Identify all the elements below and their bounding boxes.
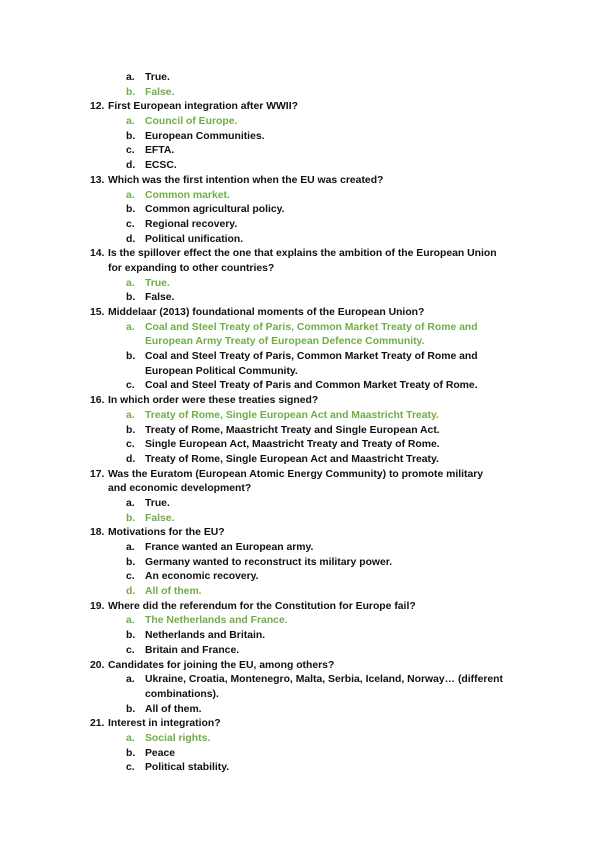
option-line (0, 453, 600, 468)
correct-option-text: False. (145, 512, 175, 524)
option-text: All of them. (145, 703, 202, 715)
option-text: An economic recovery. (145, 571, 259, 583)
option-text: EFTA. (145, 145, 175, 157)
question-line (0, 174, 600, 189)
question-text: Was the Euratom (European Atomic Energy Community) to promote military (108, 468, 484, 480)
option-text: Britain and France. (145, 644, 240, 656)
option-letter: b. (126, 630, 136, 642)
option-line (0, 703, 600, 718)
option-line (0, 71, 600, 86)
option-line (0, 409, 600, 424)
option-text: Common agricultural policy. (145, 204, 285, 216)
question-line (0, 306, 600, 321)
option-letter: b. (126, 747, 136, 759)
option-line (0, 86, 600, 101)
option-line (0, 130, 600, 145)
option-line (0, 438, 600, 453)
option-line (0, 512, 600, 527)
question-number: 20. (90, 659, 105, 671)
question-number: 21. (90, 718, 105, 730)
option-letter: d. (126, 453, 136, 465)
question-number: 13. (90, 174, 105, 186)
option-letter: d. (126, 586, 136, 598)
option-letter: d. (126, 160, 136, 172)
option-line (0, 747, 600, 762)
correct-option-text: False. (145, 86, 175, 98)
option-line (0, 644, 600, 659)
option-line (0, 424, 600, 439)
option-line (0, 189, 600, 204)
option-continuation (0, 688, 600, 703)
option-letter: a. (126, 542, 135, 553)
question-continuation (0, 262, 600, 277)
question-text: In which order were these treaties signed? (108, 395, 319, 407)
question-number: 19. (90, 600, 105, 612)
question-number: 17. (90, 468, 105, 480)
option-line (0, 379, 600, 394)
option-letter: a. (126, 615, 135, 627)
question-line (0, 247, 600, 262)
quiz-content (0, 71, 600, 776)
question-line (0, 100, 600, 115)
correct-option-text: All of them. (145, 586, 202, 598)
option-text: ECSC. (145, 160, 177, 172)
question-text: First European integration after WWII? (108, 101, 298, 113)
question-text: Interest in integration? (108, 718, 221, 730)
option-letter: b. (126, 351, 136, 363)
option-line (0, 673, 600, 688)
question-text: Which was the first intention when the EU was created? (108, 174, 384, 186)
question-number: 15. (90, 307, 105, 318)
option-letter: a. (126, 189, 135, 201)
option-letter: b. (126, 130, 136, 142)
option-letter: a. (126, 72, 135, 83)
option-line (0, 233, 600, 248)
correct-option-text: Council of Europe. (145, 116, 238, 128)
option-line (0, 218, 600, 233)
option-text: Political unification. (145, 233, 244, 245)
question-line (0, 468, 600, 483)
correct-option-text: The Netherlands and France. (145, 615, 288, 627)
option-letter: c. (126, 571, 135, 583)
question-text: Middelaar (2013) foundational moments of the European Union? (108, 307, 425, 318)
option-text: European Communities. (145, 130, 265, 142)
option-text: False. (145, 292, 175, 304)
option-letter: b. (126, 86, 136, 98)
option-letter: c. (126, 762, 135, 774)
correct-option-text: Treaty of Rome, Single European Act and Maastricht Treaty. (145, 409, 439, 421)
option-line (0, 277, 600, 292)
question-number: 16. (90, 395, 105, 407)
option-text: Political stability. (145, 762, 230, 774)
option-line (0, 291, 600, 306)
option-letter: c. (126, 644, 135, 656)
option-line (0, 321, 600, 336)
option-line (0, 115, 600, 130)
option-line (0, 159, 600, 174)
option-text: Germany wanted to reconstruct its military power. (145, 556, 393, 568)
question-text: and economic development? (108, 483, 252, 495)
option-letter: a. (126, 277, 135, 289)
option-letter: c. (126, 218, 135, 230)
option-letter: a. (126, 674, 135, 686)
option-line (0, 732, 600, 747)
question-text: Motivations for the EU? (108, 527, 225, 539)
option-letter: a. (126, 732, 135, 744)
question-text: Candidates for joining the EU, among others? (108, 659, 335, 671)
option-letter: b. (126, 424, 136, 436)
option-text: True. (145, 72, 170, 83)
correct-option-text: True. (145, 277, 170, 289)
option-letter: a. (126, 497, 135, 509)
option-letter: b. (126, 292, 136, 304)
correct-option-text: Coal and Steel Treaty of Paris, Common Market Treaty of Rome and (145, 321, 478, 333)
option-line (0, 556, 600, 571)
option-text: Coal and Steel Treaty of Paris, Common Market Treaty of Rome and (145, 351, 478, 363)
option-line (0, 497, 600, 512)
question-text: for expanding to other countries? (108, 262, 275, 274)
option-text: Treaty of Rome, Maastricht Treaty and Single European Act. (145, 424, 440, 436)
correct-option-text: Common market. (145, 189, 230, 201)
option-line (0, 614, 600, 629)
option-text: Treaty of Rome, Single European Act and Maastricht Treaty. (145, 453, 439, 465)
option-letter: a. (126, 116, 135, 128)
option-letter: d. (126, 233, 136, 245)
option-line (0, 570, 600, 585)
option-continuation (0, 365, 600, 380)
question-line (0, 659, 600, 674)
option-line (0, 761, 600, 776)
option-letter: c. (126, 380, 135, 392)
option-line (0, 144, 600, 159)
option-text: France wanted an European army. (145, 542, 314, 553)
option-text: Ukraine, Croatia, Montenegro, Malta, Serbia, Iceland, Norway… (different (145, 674, 503, 686)
question-line (0, 394, 600, 409)
option-text: Coal and Steel Treaty of Paris and Common Market Treaty of Rome. (145, 380, 478, 392)
option-text: Regional recovery. (145, 218, 238, 230)
option-line (0, 541, 600, 556)
question-text: Is the spillover effect the one that explains the ambition of the European Union (108, 248, 497, 260)
correct-option-text: European Army Treaty of European Defence Community. (145, 336, 425, 348)
option-letter: c. (126, 145, 135, 157)
option-line (0, 585, 600, 600)
option-line (0, 629, 600, 644)
question-text: Where did the referendum for the Constitution for Europe fail? (108, 600, 416, 612)
question-number: 14. (90, 248, 105, 260)
option-line (0, 350, 600, 365)
option-text: combinations). (145, 688, 219, 700)
question-continuation (0, 482, 600, 497)
option-letter: a. (126, 321, 135, 333)
correct-option-text: Social rights. (145, 732, 211, 744)
question-line (0, 717, 600, 732)
option-text: Netherlands and Britain. (145, 630, 266, 642)
question-number: 12. (90, 101, 105, 113)
option-letter: b. (126, 556, 136, 568)
option-letter: b. (126, 703, 136, 715)
option-letter: c. (126, 439, 135, 451)
question-number: 18. (90, 527, 105, 539)
option-letter: b. (126, 512, 136, 524)
option-letter: a. (126, 409, 135, 421)
option-line (0, 203, 600, 218)
question-line (0, 600, 600, 615)
option-continuation (0, 335, 600, 350)
option-text: Single European Act, Maastricht Treaty and Treaty of Rome. (145, 439, 440, 451)
option-text: Peace (145, 747, 176, 759)
option-letter: b. (126, 204, 136, 216)
option-text: European Political Community. (145, 365, 298, 377)
option-text: True. (145, 497, 170, 509)
question-line (0, 526, 600, 541)
